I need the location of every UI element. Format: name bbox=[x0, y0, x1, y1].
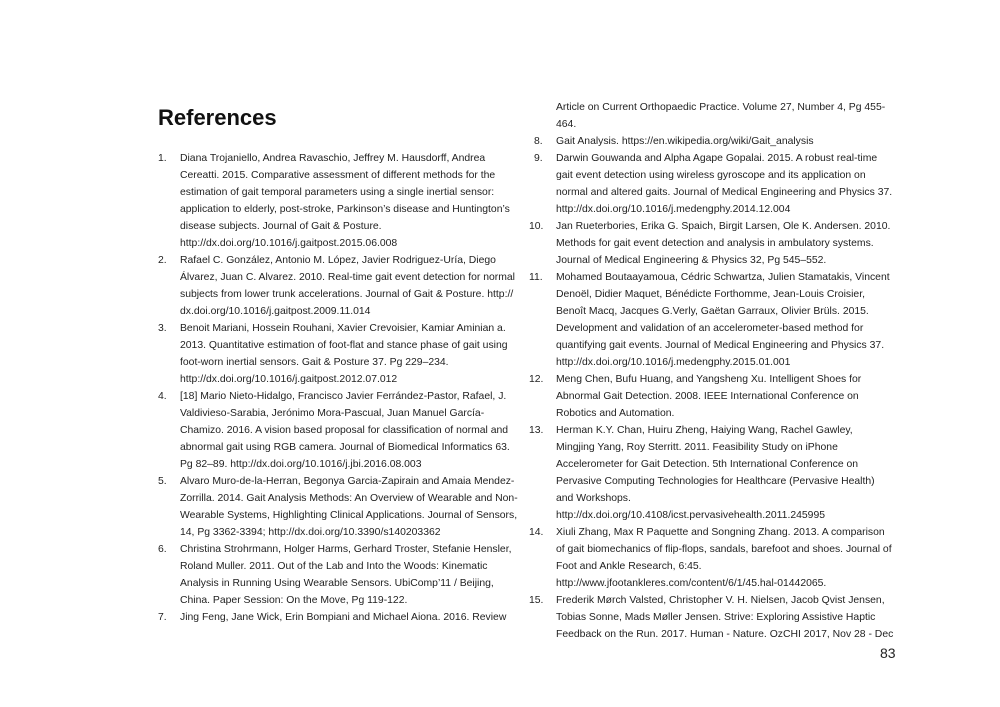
reference-number: 3. bbox=[158, 323, 167, 334]
reference-item bbox=[158, 320, 523, 388]
reference-item bbox=[158, 609, 523, 626]
reference-list-left bbox=[158, 150, 523, 626]
reference-item bbox=[529, 218, 894, 269]
reference-text: Diana Trojaniello, Andrea Ravaschio, Jeffrey M. Hausdorff, Andrea Cereatti. 2015. Comparative assessment of different methods for the estimation of gait temporal parameters using a single inertial sensor: application to elderly, post-stroke, Parkinson’s disease and Huntington’s disease subjects. Journal of Gait & Posture. http://dx.doi.org/10.1016/j.gaitpost.2015.06.008 bbox=[180, 153, 510, 249]
reference-text: Alvaro Muro-de-la-Herran, Begonya Garcia-Zapirain and Amaia Mendez-Zorrilla. 2014. Gait Analysis Methods: An Overview of Wearable and Non-Wearable Systems, Highlighting Clinical Applications. Journal of Sensors, 14, Pg 3362-3394; http://dx.doi.org/10.3390/s140203362 bbox=[180, 476, 518, 538]
reference-item bbox=[529, 269, 894, 371]
reference-item bbox=[158, 541, 523, 609]
reference-item bbox=[534, 133, 894, 150]
reference-item bbox=[529, 371, 894, 422]
reference-number: 6. bbox=[158, 544, 167, 555]
reference-number: 4. bbox=[158, 391, 167, 402]
reference-item bbox=[529, 592, 894, 643]
reference-number: 1. bbox=[158, 153, 167, 164]
reference-item bbox=[529, 524, 894, 592]
reference-text: Frederik Mørch Valsted, Christopher V. H. Nielsen, Jacob Qvist Jensen, Tobias Sonne, Mads Møller Jensen. Strive: Exploring Assistive Haptic Feedback on the Run. 2017. Human - Nature. OzCHI 2017, Nov 28 - Dec bbox=[556, 595, 894, 640]
reference-text: Xiuli Zhang, Max R Paquette and Songning Zhang. 2013. A comparison of gait biomechanics of flip-flops, sandals, barefoot and shoes. Journal of Foot and Ankle Research, 6:45. http://www.jfootankleres.com/content/6/1/45.hal-01442065. bbox=[556, 527, 892, 589]
reference-text: Mohamed Boutaayamoua, Cédric Schwartza, Julien Stamatakis, Vincent Denoël, Didier Maquet, Bénédicte Forthomme, Jean-Louis Croisier, Benoît Macq, Jacques G.Verly, Gaëtan Garraux, Olivier Brüls. 2015. Development and validation of an accelerometer-based method for quantifying gait events. Journal of Medical Engineering and Physics 37. http://dx.doi.org/10.1016/j.medengphy.2015.01.001 bbox=[556, 272, 890, 368]
reference-number: 2. bbox=[158, 255, 167, 266]
reference-text: Gait Analysis. https://en.wikipedia.org/wiki/Gait_analysis bbox=[556, 136, 814, 147]
reference-number: 13. bbox=[529, 425, 544, 436]
reference-number: 12. bbox=[529, 374, 544, 385]
reference-text: Christina Strohrmann, Holger Harms, Gerhard Troster, Stefanie Hensler, Roland Muller. 2011. Out of the Lab and Into the Woods: Kinematic Analysis in Running Using Wearable Sensors. UbiComp’11 / Beijing, China. Paper Session: On the Move, Pg 119-122. bbox=[180, 544, 512, 606]
reference-item bbox=[158, 150, 523, 252]
reference-text: Darwin Gouwanda and Alpha Agape Gopalai. 2015. A robust real-time gait event detection using wireless gyroscope and its application on normal and altered gaits. Journal of Medical Engineering and Physics 37. http://dx.doi.org/10.1016/j.medengphy.2014.12.004 bbox=[556, 153, 893, 215]
reference-number: 10. bbox=[529, 221, 544, 232]
reference-item bbox=[529, 422, 894, 524]
reference-number: 14. bbox=[529, 527, 544, 538]
reference-text: Rafael C. González, Antonio M. López, Javier Rodriguez-Uría, Diego Álvarez, Juan C. Alvarez. 2010. Real-time gait event detection for normal subjects from lower trunk accelerations. Journal of Gait & Posture. http:// dx.doi.org/10.1016/j.gaitpost.2009.11.014 bbox=[180, 255, 515, 317]
reference-item bbox=[158, 252, 523, 320]
reference-number: 7. bbox=[158, 612, 167, 623]
reference-text: Meng Chen, Bufu Huang, and Yangsheng Xu. Intelligent Shoes for Abnormal Gait Detection. 2008. IEEE International Conference on Robotics and Automation. bbox=[556, 374, 862, 419]
reference-item bbox=[158, 388, 523, 473]
reference-item bbox=[158, 473, 523, 541]
reference-number: 11. bbox=[529, 272, 543, 283]
reference-text: Herman K.Y. Chan, Huiru Zheng, Haiying Wang, Rachel Gawley, Mingjing Yang, Roy Sterritt. 2011. Feasibility Study on iPhone Accelerometer for Gait Detection. 5th International Conference on Pervasive Computing Technologies for Healthcare (Pervasive Health) and Workshops. http://dx.doi.org/10.4108/icst.pervasivehealth.2011.245995 bbox=[556, 425, 875, 521]
reference-number: 5. bbox=[158, 476, 167, 487]
page-number: 83 bbox=[880, 645, 896, 661]
reference-item bbox=[534, 150, 894, 218]
reference-text: Jing Feng, Jane Wick, Erin Bompiani and Michael Aiona. 2016. Review bbox=[180, 612, 507, 623]
reference-list-right bbox=[529, 99, 894, 643]
reference-text: Jan Rueterbories, Erika G. Spaich, Birgit Larsen, Ole K. Andersen. 2010. Methods for gait event detection and analysis in ambulatory systems. Journal of Medical Engineering & Physics 32, Pg 545–552. bbox=[556, 221, 891, 266]
reference-text: [18] Mario Nieto-Hidalgo, Francisco Javier Ferrández-Pastor, Rafael, J. Valdivieso-Sarabia, Jerónimo Mora-Pascual, Juan Manuel García-Chamizo. 2016. A vision based proposal for classification of normal and abnormal gait using RGB camera. Journal of Biomedical Informatics 63. Pg 82–89. http://dx.doi.org/10.1016/j.jbi.2016.08.003 bbox=[180, 391, 510, 470]
reference-text: Benoit Mariani, Hossein Rouhani, Xavier Crevoisier, Kamiar Aminian a. 2013. Quantitative estimation of foot-flat and stance phase of gait using foot-worn inertial sensors. Gait & Posture 37. Pg 229–234. http://dx.doi.org/10.1016/j.gaitpost.2012.07.012 bbox=[180, 323, 508, 385]
reference-number: 15. bbox=[529, 595, 544, 606]
reference-number: 8. bbox=[534, 136, 543, 147]
references-heading: References bbox=[158, 105, 277, 130]
reference-number: 9. bbox=[534, 153, 543, 164]
reference-continuation: Article on Current Orthopaedic Practice. Volume 27, Number 4, Pg 455-464. bbox=[556, 102, 886, 130]
